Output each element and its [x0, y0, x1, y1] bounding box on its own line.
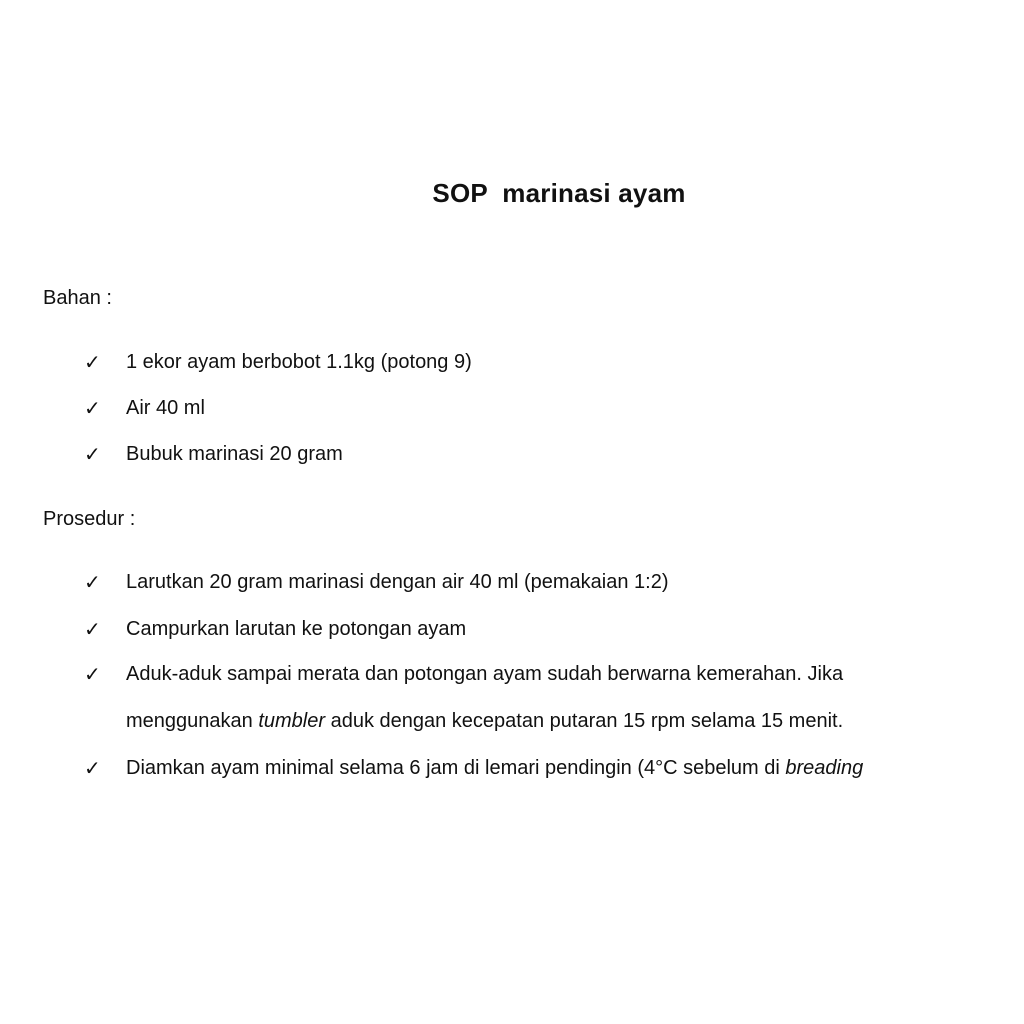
prosedur-heading: Prosedur : — [43, 508, 136, 530]
prosedur-item-line1: Aduk-aduk sampai merata dan potongan ayam sudah berwarna kemerahan. Jika — [126, 663, 844, 685]
item-text-before: Diamkan ayam minimal selama 6 jam di lemari pendingin (4°C sebelum di — [126, 757, 786, 779]
checkmark-icon: ✓ — [84, 442, 101, 466]
prosedur-item-text: Campurkan larutan ke potongan ayam — [126, 618, 467, 640]
checkmark-icon: ✓ — [84, 756, 101, 780]
prosedur-item-text: Larutkan 20 gram marinasi dengan air 40 ml (pemakaian 1:2) — [126, 571, 669, 593]
checkmark-icon: ✓ — [84, 662, 101, 686]
checkmark-icon: ✓ — [84, 617, 101, 641]
checkmark-icon: ✓ — [84, 350, 101, 374]
tumbler-term: tumbler — [258, 710, 326, 732]
document-title: SOP marinasi ayam — [432, 178, 686, 208]
line2-text-after: aduk dengan kecepatan putaran 15 rpm selama 15 menit. — [325, 710, 844, 732]
bahan-heading: Bahan : — [43, 287, 112, 309]
bahan-item-text: Bubuk marinasi 20 gram — [126, 443, 343, 465]
checkmark-icon: ✓ — [84, 570, 101, 594]
prosedur-item-line2 — [126, 709, 843, 733]
breading-term: breading — [785, 757, 864, 779]
bahan-item-text: Air 40 ml — [126, 397, 205, 419]
line2-text-before: menggunakan — [126, 710, 259, 732]
bahan-item-text: 1 ekor ayam berbobot 1.1kg (potong 9) — [126, 351, 472, 373]
prosedur-item-text — [126, 756, 863, 780]
checkmark-icon: ✓ — [84, 396, 101, 420]
